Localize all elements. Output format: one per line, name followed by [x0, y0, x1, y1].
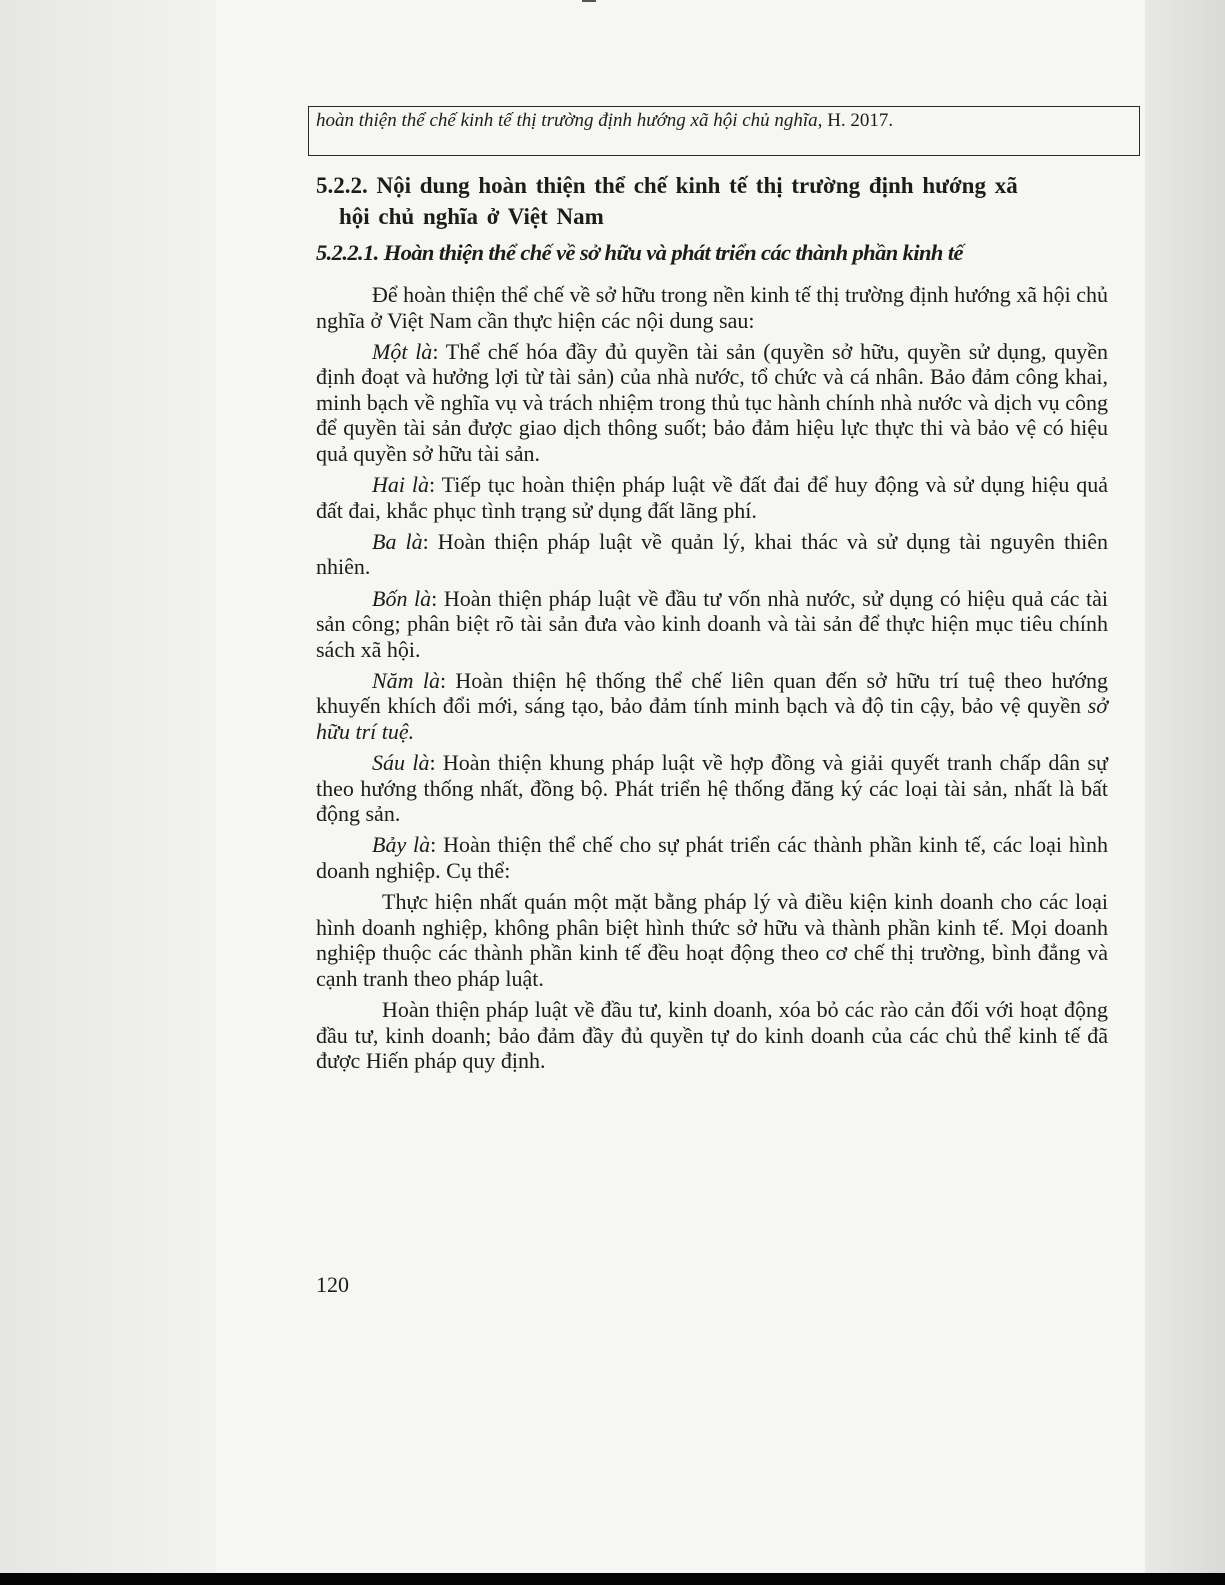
lead-three: Ba là: [372, 528, 423, 554]
reference-text: [316, 110, 893, 132]
section-heading-line1: 5.2.2. Nội dung hoàn thiện thể chế kinh tế thị trường định hướng xã: [316, 173, 1018, 198]
paragraph-intro-text: Để hoàn thiện thể chế về sở hữu trong nền kinh tế thị trường định hướng xã hội chủ nghĩa ở Việt Nam cần thực hiện các nội dung sau:: [316, 282, 1108, 333]
paragraph-three: [316, 529, 1108, 580]
paragraph-four: [316, 586, 1108, 663]
scan-bottom-edge: [0, 1573, 1225, 1585]
paragraph-eight-text: Thực hiện nhất quán một mặt bằng pháp lý và điều kiện kinh doanh cho các loại hình doanh nghiệp, không phân biệt hình thức sở hữu và thành phần kinh tế. Mọi doanh nghiệp thuộc các thành phần kinh tế đều hoạt động theo cơ chế thị trường, bình đẳng và cạnh tranh theo pháp luật.: [316, 889, 1108, 991]
page-number: 120: [316, 1272, 349, 1297]
paragraph-seven-text: : Hoàn thiện thể chế cho sự phát triển các thành phần kinh tế, các loại hình doanh nghiệp. Cụ thể:: [316, 832, 1108, 883]
paragraph-five: [316, 668, 1108, 745]
lead-six: Sáu là: [372, 750, 430, 776]
paragraph-nine-text: Hoàn thiện pháp luật về đầu tư, kinh doanh, xóa bỏ các rào cản đối với hoạt động đầu tư, kinh doanh; bảo đảm đầy đủ quyền tự do kinh doanh của các chủ thể kinh tế đã được Hiến pháp quy định.: [316, 996, 1108, 1074]
lead-two: Hai là: [372, 472, 430, 498]
paragraph-two-text: : Tiếp tục hoàn thiện pháp luật về đất đai để huy động và sử dụng hiệu quả đất đai, khắc phục tình trạng sử dụng đất lãng phí.: [316, 472, 1108, 523]
lead-one: Một là: [372, 338, 433, 364]
lead-four: Bốn là: [372, 585, 432, 611]
section-heading: [316, 170, 1116, 232]
scan-left-margin: [0, 0, 218, 1585]
paragraph-seven: [316, 832, 1108, 883]
scan-right-margin: [1145, 0, 1225, 1585]
paragraph-one-text: : Thể chế hóa đầy đủ quyền tài sản (quyền sở hữu, quyền sử dụng, quyền định đoạt và hưởng lợi từ tài sản) của nhà nước, tổ chức và cá nhân. Bảo đảm công khai, minh bạch về nghĩa vụ và trách nhiệm trong thủ tục hành chính nhà nước và dịch vụ công để quyền tài sản được giao dịch thông suốt; bảo đảm hiệu lực thực thi và bảo vệ có hiệu quả quyền sở hữu tài sản.: [316, 338, 1108, 467]
reference-tail: H. 2017.: [822, 110, 894, 131]
lead-five: Năm là: [372, 667, 440, 693]
paragraph-intro: [316, 282, 1108, 333]
paragraph-two: [316, 472, 1108, 523]
section-heading-line2: hội chủ nghĩa ở Việt Nam: [339, 204, 604, 229]
paragraph-four-text: : Hoàn thiện pháp luật về đầu tư vốn nhà nước, sử dụng có hiệu quả các tài sản công; phân biệt rõ tài sản đưa vào kinh doanh và tài sản để thực hiện mục tiêu chính sách xã hội.: [316, 585, 1108, 662]
paragraph-five-italic: sở hữu trí tuệ.: [316, 693, 1108, 744]
scan-top-mark: [582, 0, 596, 2]
paragraph-eight: [316, 889, 1108, 991]
paragraph-six-text: : Hoàn thiện khung pháp luật về hợp đồng và giải quyết tranh chấp dân sự theo hướng thống nhất, đồng bộ. Phát triển hệ thống đăng ký các loại tài sản, nhất là bất động sản.: [316, 750, 1108, 827]
paragraph-six: [316, 750, 1108, 827]
body-text: [316, 282, 1108, 1079]
reference-italic: hoàn thiện thể chế kinh tế thị trường định hướng xã hội chủ nghĩa,: [316, 110, 823, 131]
paragraph-nine: [316, 997, 1108, 1074]
paragraph-three-text: : Hoàn thiện pháp luật về quản lý, khai thác và sử dụng tài nguyên thiên nhiên.: [316, 528, 1108, 580]
paragraph-five-text: : Hoàn thiện hệ thống thể chế liên quan đến sở hữu trí tuệ theo hướng khuyến khích đổi mới, sáng tạo, bảo đảm tính minh bạch và độ tin cậy, bảo vệ quyền: [316, 667, 1108, 719]
subsection-heading: 5.2.2.1. Hoàn thiện thể chế về sở hữu và phát triển các thành phần kinh tế: [316, 240, 963, 265]
lead-seven: Bảy là: [372, 832, 431, 858]
paragraph-one: [316, 339, 1108, 467]
